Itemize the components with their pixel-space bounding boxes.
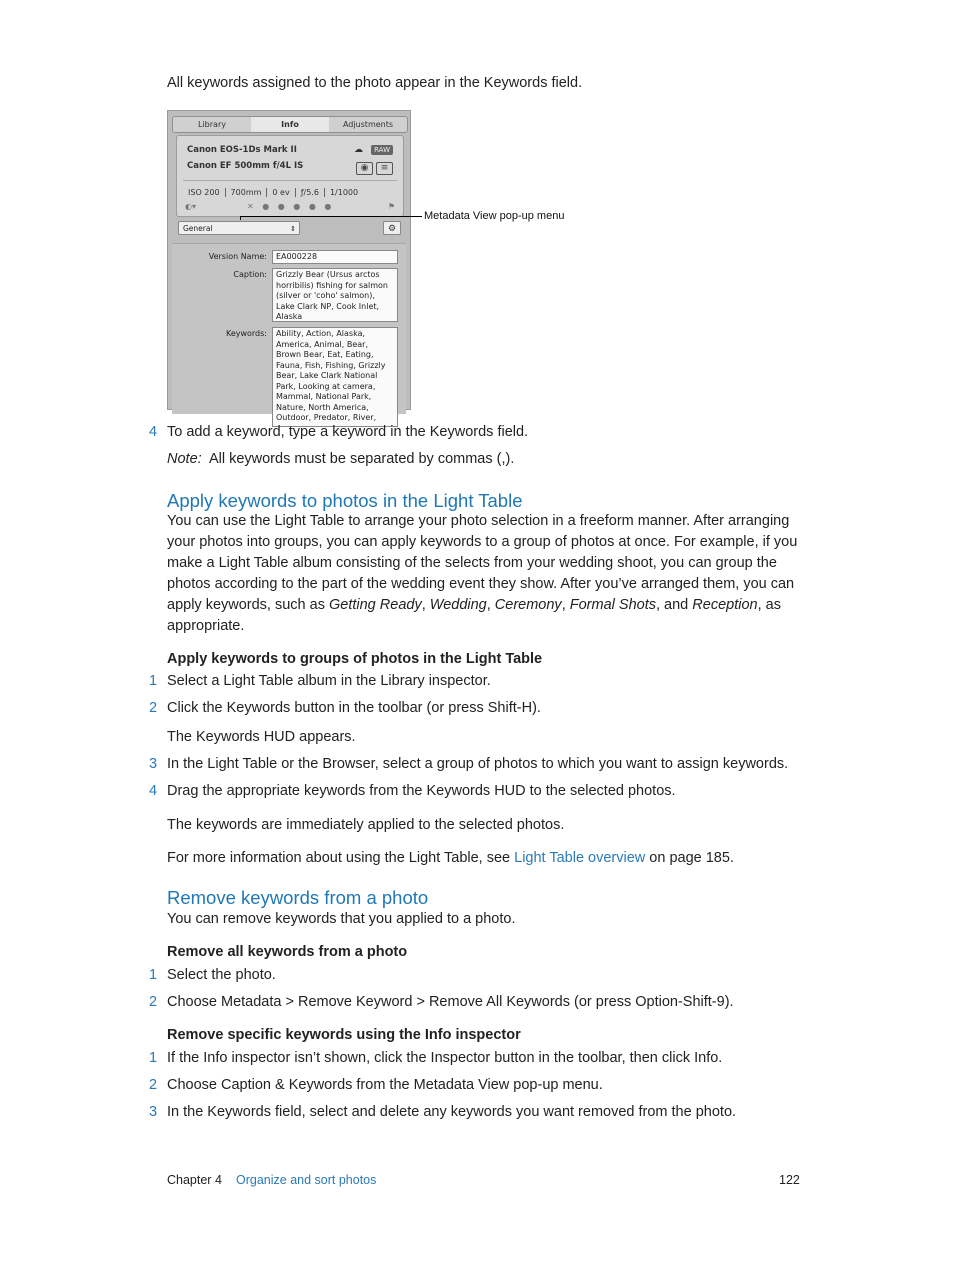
step-number: 4: [149, 783, 158, 799]
step-number: 2: [149, 1077, 158, 1093]
step-text: Drag the appropriate keywords from the Keywords HUD to the selected photos.: [167, 783, 676, 799]
step-number: 1: [149, 967, 158, 983]
xref-post: on page 185.: [649, 850, 734, 866]
step-number: 1: [149, 673, 158, 689]
shutter-value: 1/1000: [329, 188, 359, 197]
info-inspector-screenshot: [167, 110, 411, 422]
section-heading: Apply keywords to photos in the Light Table: [167, 490, 523, 511]
keyword-example: Ceremony: [494, 597, 562, 613]
step-number: 2: [149, 994, 158, 1010]
camera-model: Canon EOS-1Ds Mark II: [187, 145, 297, 155]
tab-info[interactable]: Info: [251, 117, 329, 132]
exif-specs: [183, 188, 397, 197]
metadata-form: [172, 243, 406, 422]
paragraph-text: You can use the Light Table to arrange your photo selection in a freeform manner. After arranging your photos into groups, you can apply keywords to a group of photos at once. For example, if you make a Light Table album consisting of the selects from your wedding shoot, you can group the photos according to the part of the wedding event they show. After you’ve arranged them, you can apply keywords, such as: [167, 513, 798, 613]
cross-reference: [167, 848, 807, 869]
focal-length-value: 700mm: [226, 188, 268, 197]
section-heading: Remove keywords from a photo: [167, 887, 429, 908]
camera-icon: ◉: [356, 162, 373, 175]
keyword-example: Wedding: [429, 597, 487, 613]
note-text: All keywords must be separated by commas (,).: [208, 451, 515, 467]
metadata-view-value: General: [183, 224, 213, 233]
divider: [183, 180, 397, 181]
step-text: To add a keyword, type a keyword in the Keywords field.: [167, 424, 529, 440]
keywords-field[interactable]: Ability, Action, Alaska, America, Animal, Bear, Brown Bear, Eat, Eating, Fauna, Fish, Fishing, Grizzly Bear, Lake Clark National Park, Looking at camera, Mammal, National Park, Nature, North America, Outdoor, Predator, River,: [272, 327, 398, 427]
flag-icon[interactable]: ⚑: [387, 202, 395, 211]
metadata-view-popup[interactable]: [178, 221, 300, 235]
note-label: Note:: [167, 451, 202, 467]
step-text: Click the Keywords button in the toolbar (or press Shift-H).: [167, 700, 541, 716]
rating-row: [183, 202, 397, 214]
step-text: Select the photo.: [167, 967, 276, 983]
step-text: In the Light Table or the Browser, select a group of photos to which you want to assign keywords.: [167, 756, 789, 772]
raw-badge: RAW: [371, 145, 393, 155]
inspector-tabs: [172, 116, 408, 133]
gear-icon[interactable]: ⚙: [383, 221, 401, 235]
footer-chapter: Chapter 4: [167, 1173, 222, 1187]
lens-icon: ≡: [376, 162, 393, 175]
keywords-label: Keywords:: [225, 329, 267, 338]
step-text: If the Info inspector isn’t shown, click the Inspector button in the toolbar, then click Info.: [167, 1050, 723, 1066]
caption-field[interactable]: Grizzly Bear (Ursus arctos horribilis) fishing for salmon (silver or 'coho' salmon), Lake Clark NP, Cook Inlet, Alaska: [272, 268, 398, 322]
updown-arrow-icon: ⇕: [290, 225, 296, 233]
step-text: Choose Metadata > Remove Keyword > Remove All Keywords (or press Option-Shift-9).: [167, 994, 734, 1010]
task-heading: Remove specific keywords using the Info inspector: [167, 1027, 521, 1043]
page-number: 122: [779, 1173, 800, 1187]
keyword-example: Formal Shots: [569, 597, 656, 613]
step-number: 4: [149, 424, 158, 440]
intro-text: All keywords assigned to the photo appear in the Keywords field.: [167, 75, 583, 91]
step-text: In the Keywords field, select and delete any keywords you want removed from the photo.: [167, 1104, 737, 1120]
callout-label: Metadata View pop-up menu: [424, 210, 565, 222]
callout-line: [240, 216, 422, 217]
version-name-label: Version Name:: [208, 252, 267, 261]
step-result: The Keywords HUD appears.: [167, 729, 356, 745]
exposure-value: 0 ev: [267, 188, 295, 197]
aperture-value: ƒ/5.6: [296, 188, 325, 197]
light-table-overview-link[interactable]: Light Table overview: [514, 850, 646, 866]
iso-value: ISO 200: [183, 188, 226, 197]
keyword-example: Reception: [692, 597, 758, 613]
footer-section-link[interactable]: Organize and sort photos: [236, 1173, 377, 1187]
label-color-icon[interactable]: ◐▾: [185, 202, 196, 211]
rating-stars[interactable]: ✕ ● ● ● ● ●: [247, 202, 335, 211]
step-text: Select a Light Table album in the Library inspector.: [167, 673, 491, 689]
step-result: The keywords are immediately applied to the selected photos.: [167, 817, 565, 833]
step-number: 3: [149, 1104, 158, 1120]
caption-label: Caption:: [233, 270, 267, 279]
cloud-icon: ☁: [354, 145, 363, 155]
note: [167, 449, 807, 470]
lens-model: Canon EF 500mm f/4L IS: [187, 161, 304, 171]
step-number: 3: [149, 756, 158, 772]
version-name-field[interactable]: EA000228: [272, 250, 398, 264]
paragraph-tail: , as appropriate.: [167, 597, 781, 634]
task-heading: Apply keywords to groups of photos in the Light Table: [167, 651, 543, 667]
section-intro: You can remove keywords that you applied to a photo.: [167, 911, 516, 927]
tab-library[interactable]: Library: [198, 120, 226, 129]
exif-panel: [176, 135, 404, 217]
conjunction: and: [664, 597, 689, 613]
step-number: 2: [149, 700, 158, 716]
keyword-example: Getting Ready: [329, 597, 422, 613]
step-text: Choose Caption & Keywords from the Metadata View pop-up menu.: [167, 1077, 603, 1093]
xref-pre: For more information about using the Light Table, see: [167, 850, 511, 866]
tab-adjustments[interactable]: Adjustments: [342, 120, 394, 129]
step-number: 1: [149, 1050, 158, 1066]
task-heading: Remove all keywords from a photo: [167, 944, 408, 960]
section-paragraph: You can use the Light Table to arrange your photo selection in a freeform manner. After arranging your photos into groups, you can apply keywords to a group of photos at once. For example, if you make a Light Table album consisting of the selects from your wedding shoot, you can group the photos according to the part of the wedding event they show. After you’ve arranged them, you can apply keywords, such as Getting Ready, Wedding, Ceremony, Formal Shots, and Reception, as appropriate.: [167, 513, 798, 634]
